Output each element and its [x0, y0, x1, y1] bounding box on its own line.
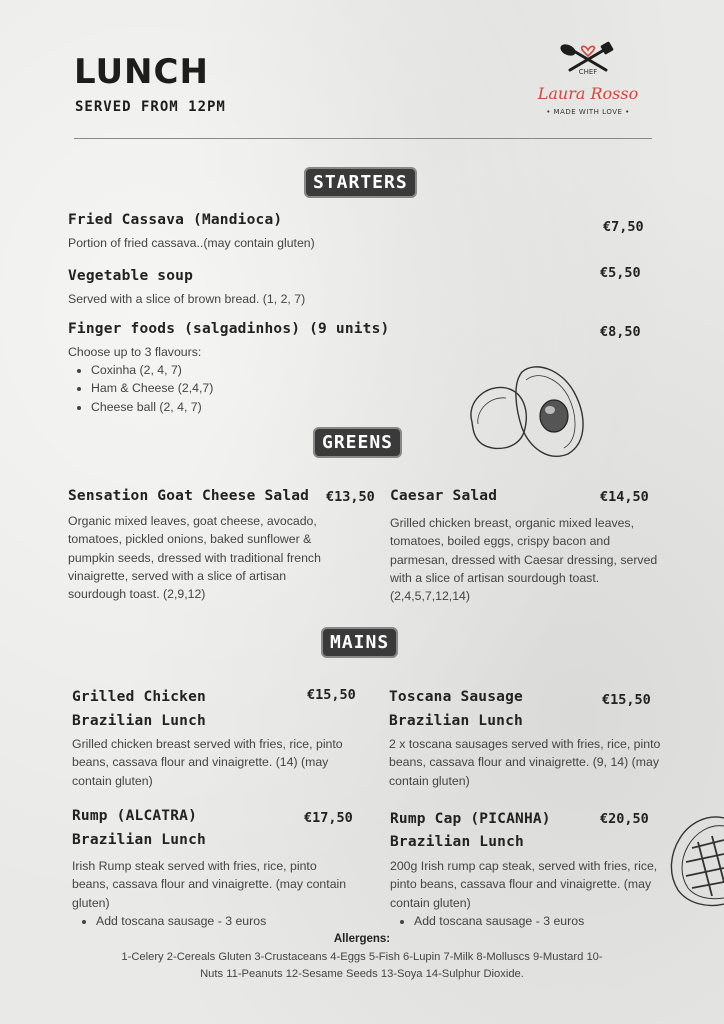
main-description: 200g Irish rump cap steak, served with fries, rice, pinto beans, cassava flour and vinaigrette. (may contain gluten): [390, 859, 658, 910]
mains-heading: MAINS: [321, 627, 398, 658]
green-name: Sensation Goat Cheese Salad: [68, 488, 310, 504]
allergens-list: 1-Celery 2-Cereals Gluten 3-Crustaceans 4-Eggs 5-Fish 6-Lupin 7-Milk 8-Molluscs 9-Mustard 10-Nuts 11-Peanuts 12-Sesame Seeds 13-Soya 14-Sulphur Dioxide.: [121, 951, 603, 980]
logo-tagline: • MADE WITH LOVE •: [546, 108, 630, 116]
starter-price: €8,50: [600, 324, 641, 340]
starter-description: Choose up to 3 flavours:: [68, 345, 202, 359]
green-description: Grilled chicken breast, organic mixed leaves, tomatoes, boiled eggs, crispy bacon and parmesan, dressed with Caesar dressing, served with a slice of artisan sourdough toast. (2,4,5,7,12,14): [390, 516, 658, 604]
starters-heading: STARTERS: [304, 167, 417, 198]
starter-name: Finger foods (salgadinhos) (9 units): [68, 321, 390, 337]
main-price: €15,50: [602, 692, 651, 708]
list-item: • Coxinha (2, 4, 7): [91, 361, 391, 379]
main-extra-list: [74, 912, 366, 930]
main-description: 2 x toscana sausages served with fries, rice, pinto beans, cassava flour and vinaigrette. (9, 14) (may contain gluten): [389, 737, 661, 788]
main-extra-list: [392, 912, 684, 930]
allergens-title: Allergens:: [333, 933, 391, 945]
main-subtitle: Brazilian Lunch: [389, 713, 523, 729]
starter-name: Fried Cassava (Mandioca): [68, 212, 283, 228]
starter-name: Vegetable soup: [68, 268, 194, 284]
steak-sketch-icon: [668, 812, 724, 908]
main-name: Toscana Sausage: [389, 689, 523, 705]
chef-logo: [528, 40, 648, 125]
logo-chef-label: CHEF: [578, 68, 598, 76]
main-name: Rump Cap (PICANHA): [390, 811, 551, 827]
main-price: €15,50: [307, 687, 356, 703]
main-subtitle: Brazilian Lunch: [72, 832, 206, 848]
starter-description: Served with a slice of brown bread. (1, 2, 7): [68, 292, 306, 306]
main-subtitle: Brazilian Lunch: [390, 834, 524, 850]
starter-description: Portion of fried cassava..(may contain gluten): [68, 236, 315, 250]
main-price: €20,50: [600, 811, 649, 827]
avocado-sketch-icon: [464, 362, 594, 460]
green-name: Caesar Salad: [390, 488, 498, 504]
starter-price: €7,50: [603, 219, 644, 235]
greens-heading: GREENS: [313, 427, 402, 458]
main-description: Grilled chicken breast served with fries, rice, pinto beans, cassava flour and vinaigrette. (14) (may contain gluten): [72, 737, 343, 788]
green-price: €13,50: [326, 489, 375, 505]
page-subtitle: SERVED FROM 12PM: [75, 99, 226, 115]
green-description: Organic mixed leaves, goat cheese, avocado, tomatoes, pickled onions, baked sunflower & pumpkin seeds, dressed with traditional french vinaigrette, served with a slice of artisan sourdough toast. (2,9,12): [68, 514, 321, 602]
starter-price: €5,50: [600, 265, 641, 281]
main-price: €17,50: [304, 810, 353, 826]
list-item: • Add toscana sausage - 3 euros: [414, 912, 684, 930]
list-item: • Add toscana sausage - 3 euros: [96, 912, 366, 930]
page-title: LUNCH: [74, 52, 209, 92]
list-item: • Cheese ball (2, 4, 7): [91, 398, 391, 416]
flavour-list: [69, 361, 391, 416]
logo-chef-name: Laura Rosso: [537, 84, 639, 103]
main-description: Irish Rump steak served with fries, rice, pinto beans, cassava flour and vinaigrette. (may contain gluten): [72, 859, 347, 910]
list-item: • Ham & Cheese (2,4,7): [91, 379, 391, 397]
main-name: Grilled Chicken: [72, 689, 206, 705]
main-subtitle: Brazilian Lunch: [72, 713, 206, 729]
green-price: €14,50: [600, 489, 649, 505]
header-divider: [74, 138, 652, 139]
main-name: Rump (ALCATRA): [72, 808, 198, 824]
